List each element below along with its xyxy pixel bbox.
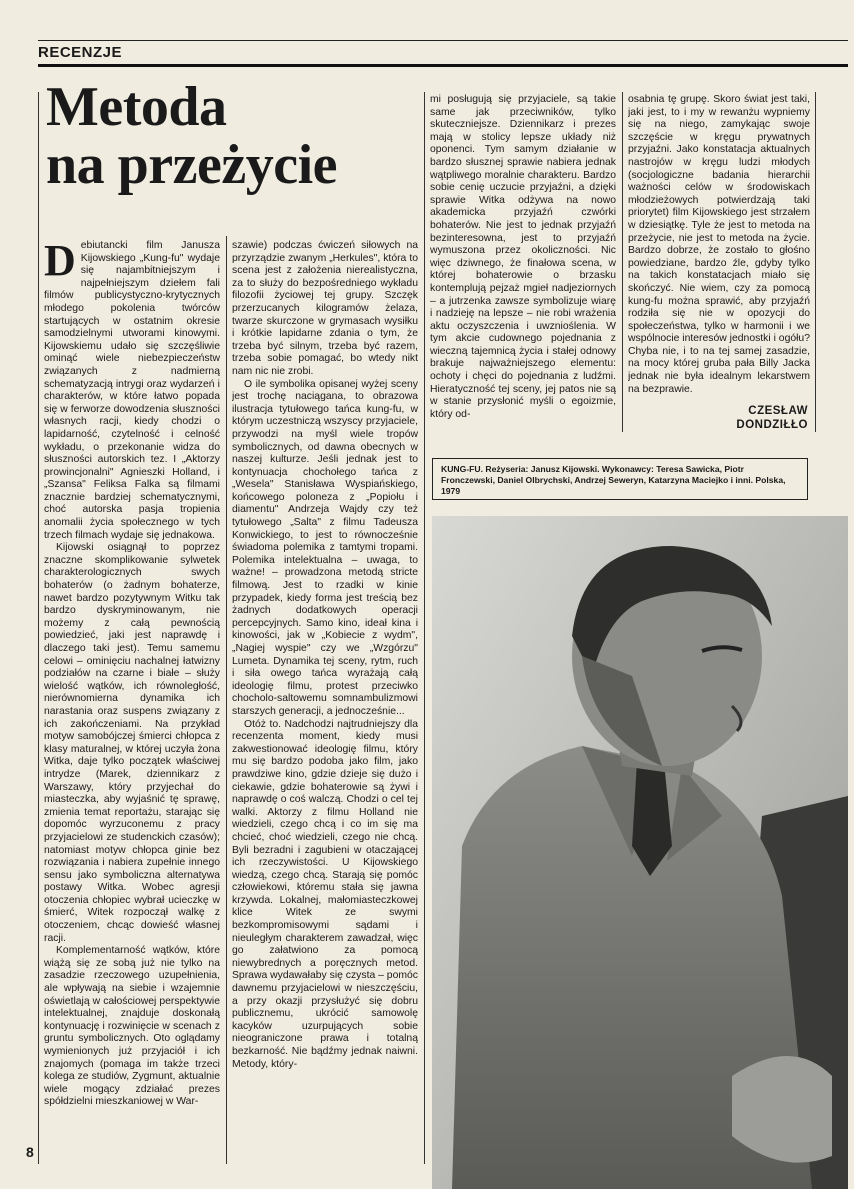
header-rule [38, 64, 848, 67]
article-column-2 [232, 240, 418, 1160]
author-last-name: DONDZIŁŁO [736, 419, 808, 431]
column-rule-4 [815, 92, 816, 432]
page-number: 8 [26, 1144, 34, 1160]
article-column-4 [628, 94, 810, 406]
author-signature [630, 404, 808, 432]
column-rule-3 [622, 92, 623, 432]
drop-cap: D [44, 240, 76, 285]
paragraph: Kijowski osiągnął to poprzez znaczne skomplikowanie sylwetek charakterologicznych swych bohaterów (o żadnym bohaterze, nawet bardzo pozytywnym Witku tak bardzo dyskryminowanym, nie możemy z całą pewnością powiedzieć, jaki jest naprawdę i dlaczego taki jest). Temu samemu celowi – ominięciu nachalnej łatwizny podziałów na czarne i białe – służy wielość wątków, ich równoległość, nierównomierna dynamika ich narastania oraz suspens związany z ich zakończeniami. Na przykład motyw samobójczej śmierci chłopca z klasy maturalnej, w której uczyła żona Witka, daje tylko początek właściwej intrydze (Marek, dziennikarz z Warszawy, który przyjechał do miasteczka, aby wyjaśnić tę sprawę, zmienia temat reportażu, starając się dopomóc wyrzuconemu z pracy przyjacielowi ze studenckich czasów); natomiast motyw chłopca ginie bez rozwiązania i nabiera zupełnie innego sensu jako symboliczna alternatywa postawy Witka. Wobec agresji otoczenia chłopiec wybrał ucieczkę w śmierć, Witek rozpoczął walkę z otoczeniem, chcąc dowieść własnej racji. [44, 542, 220, 944]
column-rule-1 [226, 236, 227, 1164]
film-credits-box: KUNG-FU. Reżyseria: Janusz Kijowski. Wykonawcy: Teresa Sawicka, Piotr Fronczewski, Daniel Olbrychski, Andrzej Seweryn, Katarzyna Maciejko i inni. Polska, 1979 [432, 458, 808, 500]
paragraph: osabnia tę grupę. Skoro świat jest taki, jaki jest, to i my w rewanżu wypniemy się na niego, zamykając swoje szczęście w kręgu prywatnych przyjaźni. Jako konstatacja aktualnych nastrojów w kręgu ludzi młodych (socjologiczne badania hierarchii ważności celów w środowiskach młodzieżowych potwierdzają taki priorytet) film Kijowskiego jest strzałem w dziesiątkę. Tyle że jest to metoda na przeżycie, nie jest to metoda na życie. Bardzo dobrze, że zostało to głośno powiedziane, bardzo źle, gdyby tylko na takich konstatacjach miało się skończyć. Nie wiem, czy za pomocą kung-fu można sprawić, aby przyjaźń rodziła się nie w opozycji do społeczeństwa, tylko w harmonii i we wspólnocie interesów jednostki i ogółu? Chyba nie, i to na tej samej zasadzie, na mocy której gruba pała Billy Jacka jednak nie była idealnym lekarstwem na bezprawie. [628, 94, 810, 395]
paragraph: mi posługują się przyjaciele, są takie same jak przeciwników, tylko skuteczniejsze. Dziennikarz i prezes mają w stolicy lepsze układy niż oponenci. Tym samym działanie w bardzo słusznej sprawie nabiera jednak wątpliwego moralnie charakteru. Bardzo sobie cenię uczucie przyjaźni, a dzięki sprawie Witka odżywa na nowo akademicka przyjaźń czwórki bohaterów. Nie jest to jednak przyjaźń bezinteresowna, jest to przyjaźń wymuszona przez okoliczności. Nic więc dziwnego, że finałowa scena, w której bohaterowie o brzasku kontemplują pejzaż mgieł nadjeziornych – a jutrzenka zawsze symbolizuje wiarę i nadzieję na lepsze – nie robi wrażenia aktu oczyszczenia i uwznioślenia. W tym akcie cudownego pojednania z wieczną tajemnicą życia i stałej odnowy brakuje najważniejszego elementu: ochoty i chęci do pojednania z ludźmi. Hieratyczność tej sceny, jej patos nie są w stanie przysłonić myśli o egoizmie, który od- [430, 94, 616, 420]
paragraph: szawie) podczas ćwiczeń siłowych na przyrządzie zwanym „Herkules", która to scena jest z założenia nierealistyczna, za to służy do bezpośredniego wykładu filozofii życiowej tej grupy. Szczęk przerzucanych kilogramów żelaza, twarze skurczone w grymasach wysiłku i krótkie lapidarne zdania o tym, że trzeba być silnym, trzeba być razem, trzeba sobie pomagać, bo wtedy nikt nam nic nie zrobi. [232, 240, 418, 377]
headline-line-1: Metoda [46, 76, 227, 138]
photo-illustration [432, 516, 848, 1189]
paragraph: Komplementarność wątków, które wiążą się ze sobą już nie tylko na zasadzie rzeczowego uzupełnienia, ale wpływają na siebie i wzajemnie oświetlają w całościowej perspektywie intelektualnej, znajduje doskonałą kontynuację i rozwinięcie w scenach z gruntu symbolicznych. Oto oglądamy wymienionych już przyjaciół i ich znajomych (pomaga im także trzeci kolega ze studiów, Zygmunt, aktualnie wiele mogący zdziałać prezes spółdzielni mieszkaniowej w War- [44, 945, 220, 1108]
author-first-name: CZESŁAW [748, 405, 808, 417]
article-column-3 [430, 94, 616, 430]
film-still-photo [432, 516, 848, 1189]
column-rule-left [38, 92, 39, 1164]
section-label: RECENZJE [38, 44, 123, 61]
article-column-1 [44, 240, 220, 1160]
paragraph: O ile symbolika opisanej wyżej sceny jest trochę naciągana, to obrazowa ilustracja tytułowego tańca kung-fu, w którym uczestniczą wszyscy przyjaciele, przywodzi na myśl wiele tropów symbolicznych, od dawna obecnych w naszej kulturze. Jeśli jednak jest to kontynuacja chochołego tańca z „Wesela" Stanisława Wyspiańskiego, końcowego poloneza z „Popiołu i diamentu" Andrzeja Wajdy czy też tytułowego „Salta" z filmu Tadeusza Konwickiego, to jest to równocześnie świadoma polemika z tamtymi tropami. Polemika intelektualna – uwaga, to ważne! – prowadzona metodą stricte filmową. Jest to rzadki w kinie przypadek, kiedy forma jest treścią bez żadnych dodatkowych operacji percepcyjnych. Samo kino, ideał kina i kinowości, jak w „Kobiecie z wydm", „Nagiej wyspie" czy we „Wzgórzu" Lumeta. Dynamika tej sceny, rytm, ruch i siła owego tańca wyrażają całą ideologię filmu, protest przeciwko chocholo-saltowemu somnambulizmowi starszych generacji, a jednocześnie... [232, 378, 418, 717]
column-rule-2 [424, 92, 425, 1164]
top-rule [38, 40, 848, 41]
headline-line-2: na przeżycie [46, 134, 337, 196]
paragraph: Debiutancki film Janusza Kijowskiego „Kung-fu" wydaje się najambitniejszym i najpełniejszym dziełem fali filmów publicystyczno-krytycznych młodego pokolenia twórców startujących w ostatnim okresie samodzielnymi utworami kinowymi. Kijowskiemu udało się szczęśliwie ominąć wiele niebezpieczeństw związanych z nadmierną schematyzacją intrygi oraz wydarzeń i charakterów, w które łatwo popada się w ferworze dowodzenia słuszności własnych racji, kiedy chodzi o lapidarność, czytelność i celność wykładu, o przekonanie widza do słuszności autorskich tez. I „Aktorzy prowincjonalni" Agnieszki Holland, i „Szansa" Feliksa Falka są filmami znacznie bardziej schematycznymi, choć autorska pasja tropienia anomalii życia społecznego w tych trzech filmach wydaje się jednakowa. [44, 240, 220, 541]
paragraph: Otóż to. Nadchodzi najtrudniejszy dla recenzenta moment, kiedy musi zakwestionować ideologię filmu, który mu się bardzo podoba jako film, jako prawdziwe kino, gdzie dzieje się dużo i ciekawie, gdzie bohaterowie są żywi i naprawdę o coś walczą. Chodzi o cel tej walki. Aktorzy z filmu Holland nie wiedzieli, czego chcą i co im się ma chcieć, choć wiedzieli, czego nie chcą. Byli bezradni i zagubieni w otaczającej ich rzeczywistości. U Kijowskiego wiedzą, czego chcą. Starają się pomóc człowiekowi, któremu stała się jawna krzywda. Lokalnej, małomiasteczkowej klice Witek ze swymi bezkompromisowymi sądami i nieuległym charakterem zawadzał, więc go załatwiono za pomocą niewybrednych a poręcznych metod. Sprawa wydawałaby się czysta – pomóc dawnemu przyjacielowi w nieszczęściu, a przy okazji przysłużyć się dobru publicznemu, ukrócić samowolę kacyków uzurpujących sobie nieograniczone prawa i totalną bezkarność. Nie bądźmy jednak naiwni. Metody, który- [232, 718, 418, 1070]
article-headline [46, 78, 406, 194]
